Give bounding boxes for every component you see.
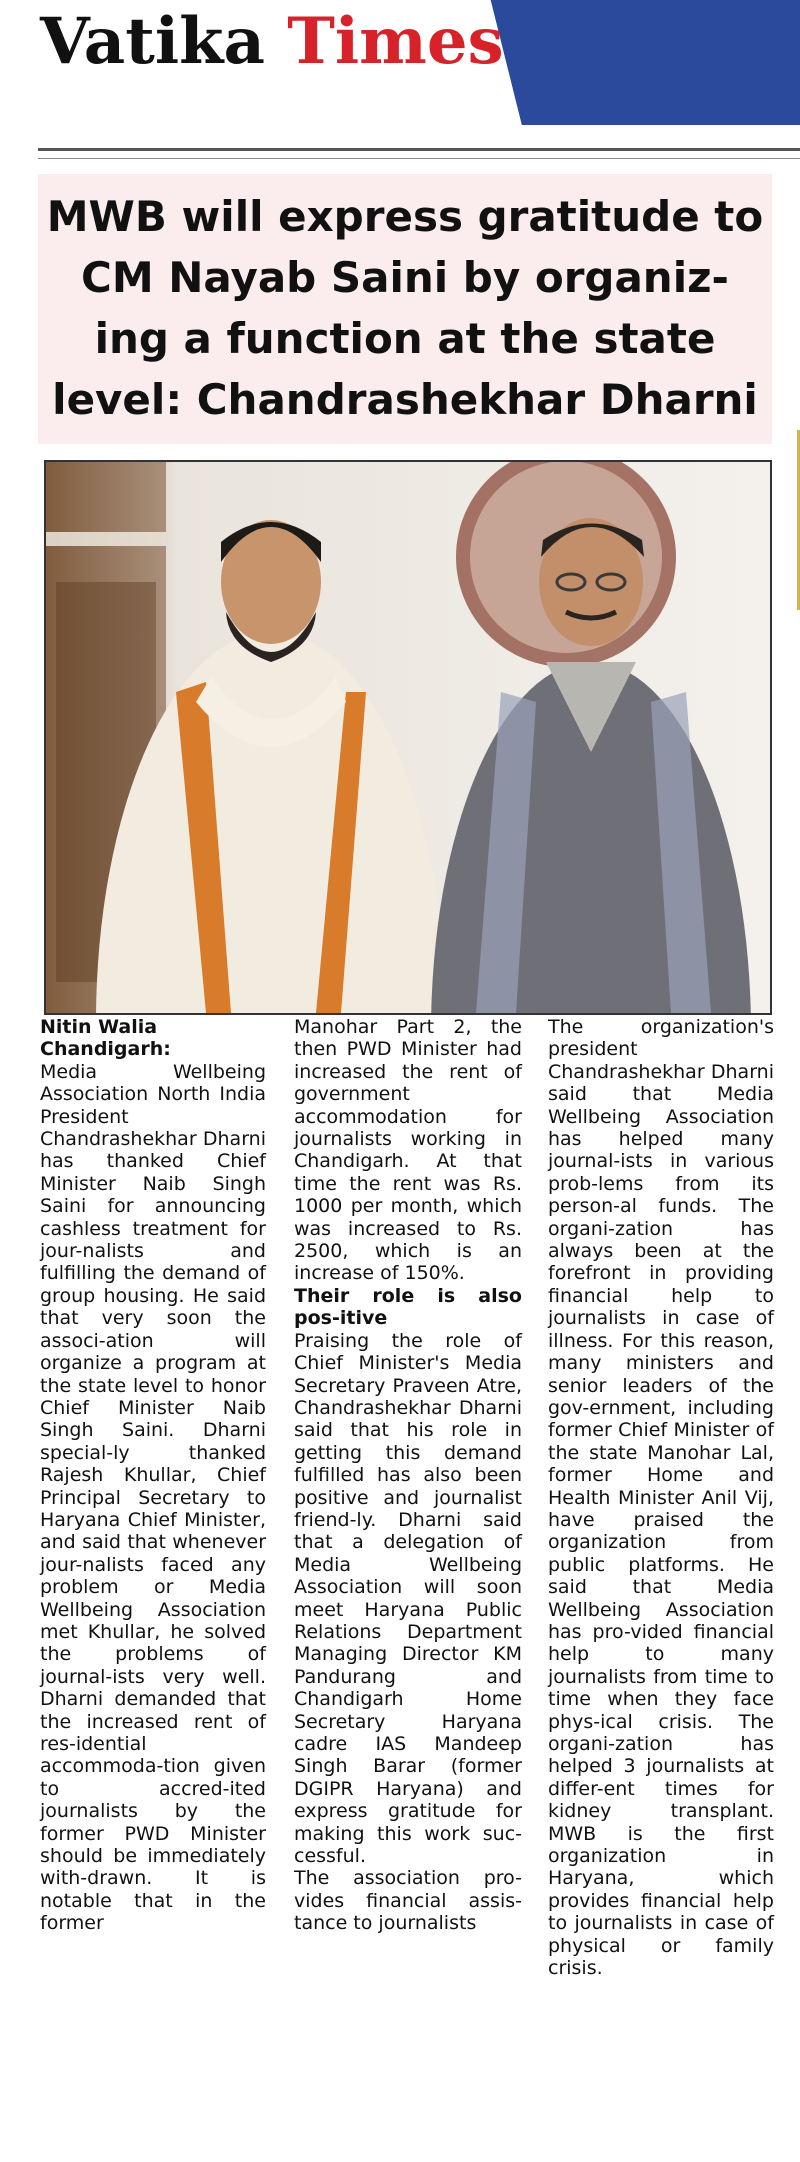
- headline-box: [38, 174, 772, 444]
- article-subhead: Their role is also pos-itive: [294, 1284, 522, 1330]
- photo-illustration: [46, 462, 770, 1013]
- newspaper-name-part2: Times: [287, 4, 504, 79]
- masthead-rule-thin: [38, 158, 800, 159]
- byline-name: Nitin Walia: [40, 1016, 158, 1038]
- article-paragraph: The organization's president Chandrashekhar Dharni said that Media Wellbeing Association has helped many journal-ists in various prob-lems from its person-al funds. The organi-zation has always been at the forefront in providing financial help to journalists in case of illness. For this reason, many ministers and senior leaders of the gov-ernment, including former Chief Minister of the state Manohar Lal, former Home and Health Minister Anil Vij, have praised the organization from public platforms. He said that Media Wellbeing Association has pro-vided financial help to many journalists from time to time when they face phys-ical crisis. The organi-zation has helped 3 journalists at differ-ent times for kidney transplant. MWB is the first organization in Haryana, which provides financial help to journalists in case of physical or family crisis.: [548, 1016, 774, 1980]
- byline-place: Chandigarh:: [40, 1038, 171, 1061]
- masthead-rule: [38, 148, 800, 151]
- article-column-2: [294, 1016, 522, 1935]
- article-paragraph: Media Wellbeing Association North India President Chandrashekhar Dharni has thanked Chief Minister Naib Singh Saini for announcing cashless treatment for jour-nalists and fulfilling the demand of group housing. He said that very soon the associ-ation will organize a program at the state level to honor Chief Minister Naib Singh Saini. Dharni special-ly thanked Rajesh Khullar, Chief Principal Secretary to Haryana Chief Minister, and said that whenever jour-nalists faced any problem or Media Wellbeing Association met Khullar, he solved the problems of journal-ists very well. Dharni demanded that the increased rent of res-idential accommoda-tion given to accred-ited journalists by the former PWD Minister should be immediately with-drawn. It is notable that in the former: [40, 1060, 266, 1935]
- headline: MWB will express gratitude to CM Nayab Saini by organiz-ing a function at the state level: Chandrashekhar Dharni: [46, 192, 764, 424]
- article-photo: [44, 460, 772, 1015]
- newspaper-name-part1: Vatika: [40, 4, 265, 79]
- article-paragraph: Manohar Part 2, the then PWD Minister had increased the rent of government accommodation for journalists working in Chandigarh. At that time the rent was Rs. 1000 per month, which was increased to Rs. 2500, which is an increase of 150%.: [294, 1016, 522, 1285]
- article-column-1: [40, 1016, 266, 1935]
- article-paragraph: Praising the role of Chief Minister's Media Secretary Praveen Atre, Chandrashekhar Dharni said that his role in getting this demand fulfilled has also been positive and journalist friend-ly. Dharni said that a delegation of Media Wellbeing Association will soon meet Haryana Public Relations Department Managing Director KM Pandurang and Chandigarh Home Secretary Haryana cadre IAS Mandeep Singh Barar (former DGIPR Haryana) and express gratitude for making this work suc-cessful.: [294, 1329, 522, 1868]
- newspaper-name: [40, 4, 504, 81]
- article-paragraph: The association pro-vides financial assis-tance to journalists: [294, 1867, 522, 1935]
- article-column-3: [548, 1016, 774, 1979]
- masthead-blue-band: [488, 0, 800, 125]
- masthead: [0, 0, 800, 125]
